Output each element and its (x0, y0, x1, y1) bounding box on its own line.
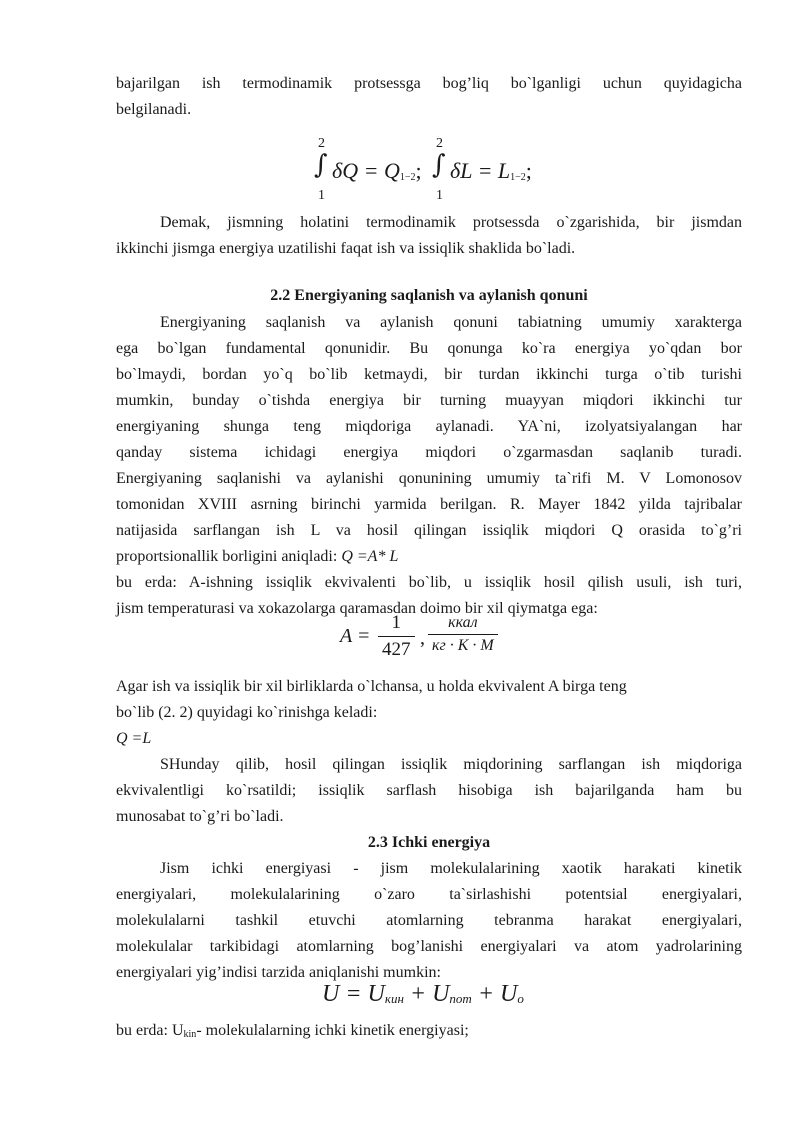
text-line: ikkinchi jismga energiya uzatilishi faqat ish va issiqlik shaklida bo`ladi. (116, 240, 576, 257)
text-line: energiyalari yig’indisi tarzida aniqlanishi mumkin: (116, 964, 441, 981)
text-line: qanday sistema ichidagi energiya miqdori o`zgarmasdan saqlanib turadi. (116, 444, 742, 461)
text-line: ekvivalentligi ko`rsatildi; issiqlik sarflash hisobiga ish bajarilganda ham bu (116, 782, 742, 799)
integral-upper-limit: 2 (436, 136, 443, 151)
text-line: bu erda: A-ishning issiqlik ekvivalenti bo`lib, u issiqlik hosil qilish usuli, ish turi, (116, 574, 742, 591)
integral-expression: $\delta L = L_{1-2}$; (450, 158, 532, 183)
text-line: bajarilgan ish termodinamik protsessga bog’liq bo`lganligi uchun quyidagicha (116, 75, 742, 92)
unit-fraction: ккал кг · K · M (428, 614, 498, 655)
integral-lower-limit: 1 (436, 188, 443, 203)
integral-lower-limit: 1 (318, 188, 325, 203)
inline-formula: Q =A* L (341, 548, 399, 565)
text-line: SHunday qilib, hosil qilingan issiqlik miqdorining sarflangan ish miqdoriga (160, 756, 742, 773)
text-line: munosabat to`g’ri bo`ladi. (116, 808, 284, 825)
text-line: molekulalar tarkibidagi atomlarning bog’lanishi energiyalari va atom yadrolarining (116, 938, 742, 955)
text-line: bo`lmaydi, bordan yo`q bo`lib ketmaydi, bir turdan ikkinchi turga o`tib turishi (116, 366, 742, 383)
internal-energy-formula: $U = U_{кин} + U_{пот} + U_o$ (322, 981, 524, 1007)
text-line: bu erda: $U_{kin}-$ molekulalarning ichki kinetik energiyasi; (116, 1022, 469, 1040)
text-line: Energiyaning saqlanish va aylanish qonuni tabiatning umumiy xarakterga (160, 314, 742, 331)
integral-sign-icon: ∫ (314, 150, 328, 180)
integral-formula (300, 136, 570, 206)
text-line: natijasida sarflangan ish L va hosil qilingan issiqlik miqdori Q orasida to`g’ri (116, 522, 742, 539)
text-line: energiyaning shunga teng miqdoriga aylanadi. YA`ni, izolyatsiyalangan har (116, 418, 742, 435)
text-line: mumkin, bunday o`tishda energiya bir turning muayyan miqdori ikkinchi tur (116, 392, 742, 409)
text-line: ega bo`lgan fundamental qonunidir. Bu qonunga ko`ra energiya yo`qdan bor (116, 340, 742, 357)
text-line: Energiyaning saqlanishi va aylanishi qonunining umumiy ta`rifi M. V Lomonosov (116, 470, 742, 487)
fraction: $\frac{1}{427}$ (378, 612, 415, 661)
text-line: molekulalarni tashkil etuvchi atomlarning tebranma harakat energiyalari, (116, 912, 742, 929)
equivalent-formula: A = $\frac{1}{427}$ , ккал кг · K · M (340, 612, 540, 668)
integral-sign-icon: ∫ (432, 150, 446, 180)
text-line: bo`lib (2. 2) quyidagi ko`rinishga keladi: (116, 704, 378, 721)
text-line: proportsionallik borligini aniqladi: Q =A* L (116, 548, 399, 565)
text-line: energiyalari, molekulalarining o`zaro ta`sirlashishi potentsial energiyalari, (116, 886, 742, 903)
text-line: jism temperaturasi va xokazolarga qaramasdan doimo bir xil qiymatga ega: (116, 600, 598, 617)
text-line: tomonidan XVIII asrning birinchi yarmida berilgan. R. Mayer 1842 yilda tajribalar (116, 496, 742, 513)
text-line: Agar ish va issiqlik bir xil birliklarda o`lchansa, u holda ekvivalent A birga teng (116, 678, 627, 695)
integral-upper-limit: 2 (318, 136, 325, 151)
integral-expression: $\delta Q = Q_{1-2}$; (332, 158, 422, 183)
text-line: Demak, jismning holatini termodinamik protsessda o`zgarishida, bir jismdan (160, 214, 742, 231)
inline-formula: Q =L (116, 730, 152, 747)
section-heading: 2.2 Energiyaning saqlanish va aylanish qonuni (270, 287, 588, 304)
section-heading: 2.3 Ichki energiya (367, 834, 491, 851)
formula-lhs: A = (340, 625, 371, 647)
text-line: Jism ichki energiyasi - jism molekulalarining xaotik harakati kinetik (160, 860, 742, 877)
text-line: belgilanadi. (116, 101, 192, 118)
